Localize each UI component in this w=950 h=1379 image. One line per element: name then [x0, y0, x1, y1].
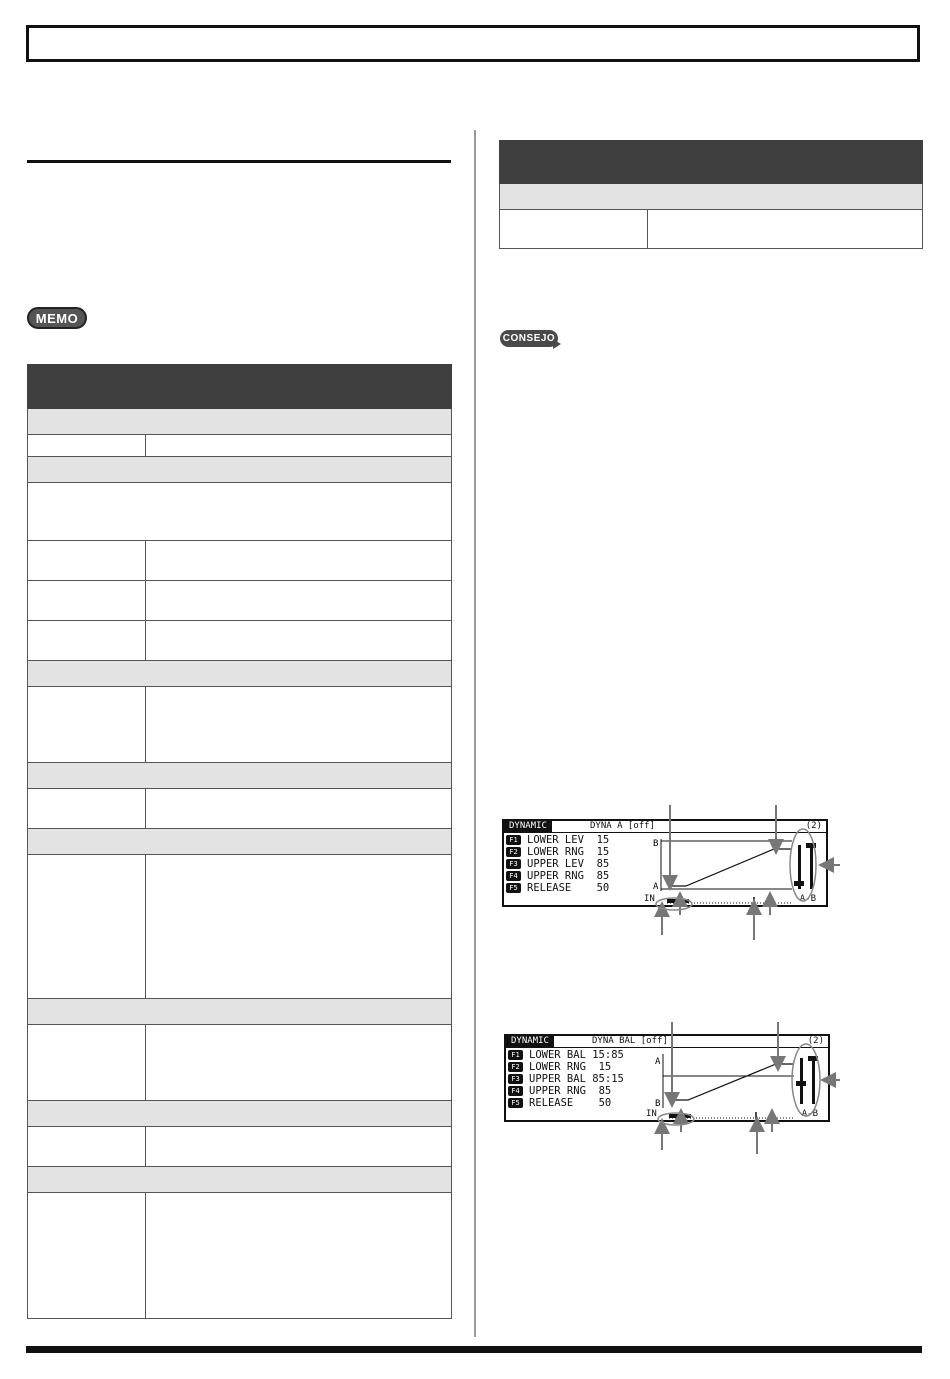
table-group-row — [28, 457, 452, 483]
function-key-icon: F3 — [508, 1074, 523, 1084]
table-cell — [28, 1127, 146, 1167]
ab-label: A-B — [799, 894, 816, 904]
table-group-row — [28, 409, 452, 435]
param-label: RELEASE — [529, 1097, 574, 1109]
param-label: UPPER RNG — [529, 1085, 586, 1097]
table-header-cell — [500, 141, 648, 184]
parameter-table — [27, 364, 452, 1319]
table-cell — [28, 1193, 146, 1319]
param-value: 15 — [596, 846, 610, 858]
function-key-icon: F5 — [506, 883, 521, 893]
graph-top-label: A — [655, 1057, 661, 1067]
ab-label: A-B — [801, 1109, 818, 1119]
param-label: LOWER BAL — [529, 1049, 586, 1061]
table-cell — [28, 687, 146, 763]
table-cell — [28, 855, 146, 999]
memo-icon: MEMO — [27, 307, 87, 329]
tip-icon-pointer — [553, 339, 561, 349]
table-cell — [146, 541, 452, 581]
function-key-icon: F3 — [506, 859, 521, 869]
parameter-table-right — [499, 140, 923, 249]
param-value: 85 — [596, 870, 610, 882]
function-key-icon: F5 — [508, 1098, 523, 1108]
table-cell — [28, 1025, 146, 1101]
table-cell — [146, 1127, 452, 1167]
param-label: LOWER RNG — [529, 1061, 586, 1073]
column-divider — [474, 130, 476, 1337]
table-cell — [146, 687, 452, 763]
param-label: UPPER BAL — [529, 1073, 586, 1085]
table-cell — [500, 210, 648, 249]
input-label: IN — [646, 1109, 657, 1119]
page-footer-rule — [26, 1346, 922, 1353]
table-cell — [28, 581, 146, 621]
table-header-cell — [648, 141, 923, 184]
table-group-row — [28, 829, 452, 855]
lcd-tab: DYNAMIC — [506, 1036, 554, 1047]
input-label: IN — [644, 894, 655, 904]
param-value: 85 — [596, 858, 610, 870]
table-cell — [146, 581, 452, 621]
table-cell — [146, 621, 452, 661]
param-label: UPPER LEV — [527, 858, 584, 870]
function-key-icon: F2 — [508, 1062, 523, 1072]
table-group-row — [28, 999, 452, 1025]
table-cell — [28, 789, 146, 829]
function-key-icon: F1 — [506, 835, 521, 845]
function-key-icon: F4 — [508, 1086, 523, 1096]
table-group-row — [28, 1101, 452, 1127]
lcd-subtitle: DYNA A [off] — [590, 821, 656, 831]
callout-highlight — [792, 1044, 820, 1116]
table-cell — [28, 621, 146, 661]
graph-top-label: B — [653, 839, 659, 849]
callout-highlight — [790, 829, 816, 901]
table-cell — [28, 541, 146, 581]
callout-highlight — [656, 898, 692, 910]
param-label: UPPER RNG — [527, 870, 584, 882]
table-group-row — [28, 661, 452, 687]
table-group-row — [28, 763, 452, 789]
figure2-callouts — [490, 1012, 850, 1162]
function-key-icon: F2 — [506, 847, 521, 857]
table-group-row — [28, 1167, 452, 1193]
lcd-page-indicator: (2) — [805, 821, 822, 831]
table-header-cell — [28, 365, 146, 409]
table-header-cell — [146, 365, 452, 409]
param-value: 15:85 — [592, 1049, 624, 1061]
table-cell — [28, 435, 146, 457]
param-value: 15 — [598, 1061, 612, 1073]
graph-bottom-label: B — [655, 1099, 661, 1109]
table-note-row — [28, 483, 452, 541]
param-value: 85 — [598, 1085, 612, 1097]
param-label: LOWER LEV — [527, 834, 584, 846]
param-value: 85:15 — [592, 1073, 624, 1085]
table-cell — [146, 1193, 452, 1319]
param-value: 50 — [598, 1097, 612, 1109]
table-cell — [146, 435, 452, 457]
function-key-icon: F1 — [508, 1050, 523, 1060]
function-key-icon: F4 — [506, 871, 521, 881]
table-group-row — [500, 184, 923, 210]
param-value: 50 — [596, 882, 610, 894]
table-cell — [146, 855, 452, 999]
table-cell — [146, 1025, 452, 1101]
param-label: LOWER RNG — [527, 846, 584, 858]
param-label: RELEASE — [527, 882, 572, 894]
page-header-box — [26, 25, 920, 62]
table-cell — [648, 210, 923, 249]
section-title-rule — [27, 160, 451, 163]
table-cell — [146, 789, 452, 829]
graph-bottom-label: A — [653, 882, 659, 892]
lcd-subtitle: DYNA BAL [off] — [592, 1036, 668, 1046]
tip-icon: CONSEJO — [500, 330, 558, 347]
callout-highlight — [658, 1113, 694, 1125]
figure1-callouts — [490, 795, 850, 945]
lcd-page-indicator: (2) — [807, 1036, 824, 1046]
lcd-tab: DYNAMIC — [504, 821, 552, 832]
param-value: 15 — [596, 834, 610, 846]
